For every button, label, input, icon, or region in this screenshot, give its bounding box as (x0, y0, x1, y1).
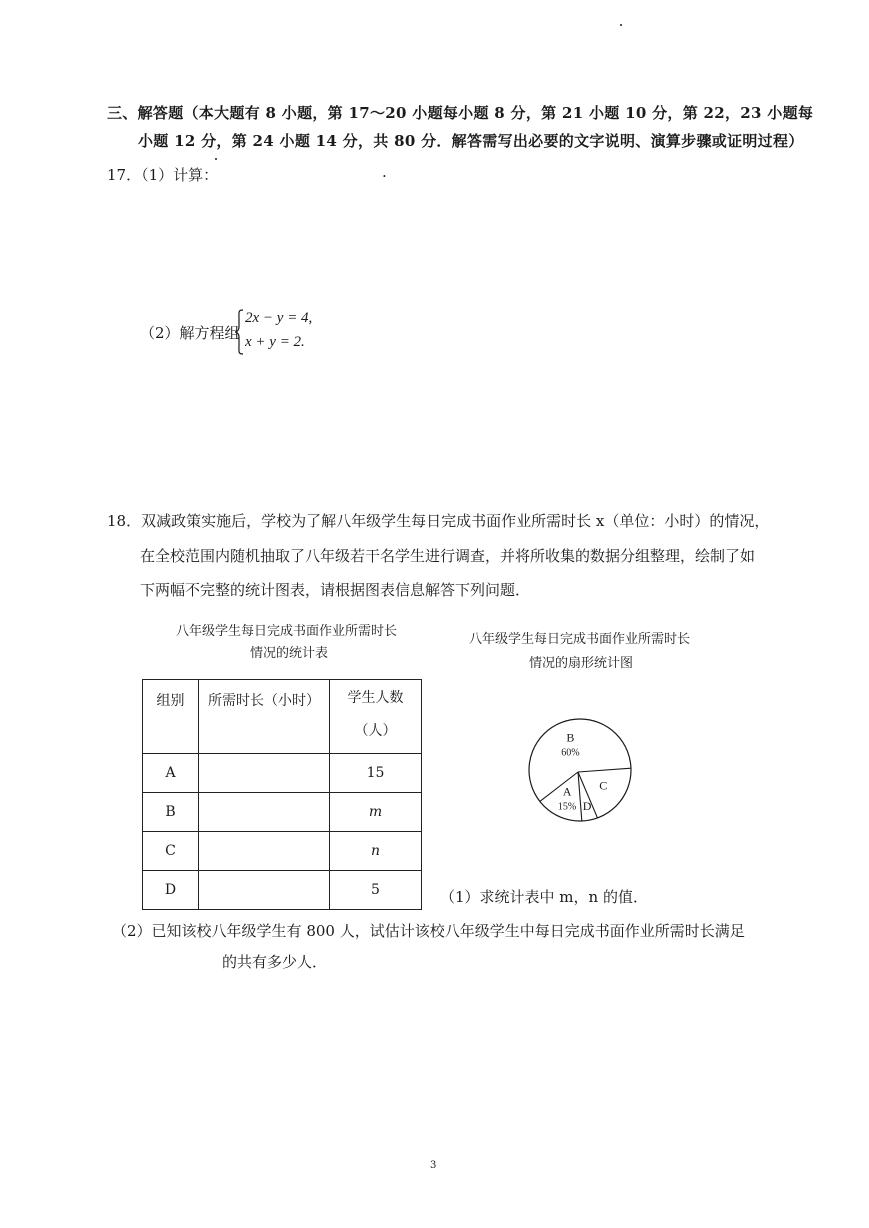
pie-title-1: 八年级学生每日完成书面作业所需时长 (469, 632, 691, 647)
pie-percent-b: 60% (561, 747, 580, 759)
table-row (143, 871, 422, 910)
q18-line-1: 18．双减政策实施后，学校为了解八年级学生每日完成书面作业所需时长 x（单位：小时）的情况， (107, 512, 770, 530)
q17-part1-label: （1）计算： (141, 166, 219, 184)
equation-brace-icon (234, 309, 244, 355)
q18-sub2-line-1: （2）已知该校八年级学生有 800 人，试估计该校八年级学生中每日完成书面作业所需时长满足 (112, 922, 745, 940)
q18-line-2: 在全校范围内随机抽取了八年级若干名学生进行调查，并将所收集的数据分组整理，绘制了如 (140, 547, 756, 565)
q17-number: 17． (107, 166, 142, 184)
equation-1: 2x − y = 4, (245, 310, 313, 326)
table-row (143, 793, 422, 832)
table-title-2: 情况的统计表 (250, 646, 329, 661)
q17-part2-label: （2）解方程组 (140, 324, 240, 342)
pie-label-b: B (566, 730, 575, 745)
header-count-unit: （人） (354, 723, 397, 739)
section-heading-line-2: 小题 12 分，第 24 小题 14 分，共 80 分．解答需写出必要的文字说明、演算步骤或证明过程） (138, 132, 804, 150)
header-count (330, 680, 422, 754)
pie-label-a: A (562, 784, 572, 799)
q18-line-3: 下两幅不完整的统计图表，请根据图表信息解答下列问题． (140, 581, 531, 599)
header-count-text: 学生人数 (347, 690, 404, 706)
table-title-1: 八年级学生每日完成书面作业所需时长 (176, 624, 398, 639)
q17-part1-end: . (382, 163, 387, 181)
page-number: 3 (430, 1160, 437, 1171)
pie-chart (520, 710, 640, 830)
header-group-text: 组别 (156, 693, 185, 709)
row-group: B (143, 793, 199, 832)
row-count: m (330, 793, 422, 832)
row-duration (199, 754, 330, 793)
row-duration (199, 832, 330, 871)
header-duration-text: 所需时长（小时） (208, 693, 320, 709)
table-row (143, 832, 422, 871)
row-group: A (143, 754, 199, 793)
q18-sub1: （1）求统计表中 m，n 的值． (440, 888, 648, 906)
pie-label-c: C (599, 778, 608, 793)
header-group (143, 680, 199, 754)
row-duration (199, 871, 330, 910)
section-heading-line-1: 三、解答题（本大题有 8 小题，第 17～20 小题每小题 8 分，第 21 小题 10 分，第 22，23 小题每 (107, 104, 814, 122)
page-corner-mark (620, 24, 622, 26)
row-count: n (330, 832, 422, 871)
pie-title-2: 情况的扇形统计图 (529, 656, 634, 671)
q18-sub2-line-2: 的共有多少人． (222, 953, 328, 971)
pie-outline (529, 719, 631, 821)
q17-part1 (107, 164, 218, 185)
statistics-table (142, 679, 422, 910)
equation-2: x + y = 2. (245, 334, 305, 350)
table-row (143, 754, 422, 793)
header-duration (199, 680, 330, 754)
row-group: C (143, 832, 199, 871)
row-duration (199, 793, 330, 832)
pie-percent-a: 15% (557, 801, 577, 813)
pie-label-d: D (582, 799, 592, 814)
table-header-row (143, 680, 422, 754)
row-group: D (143, 871, 199, 910)
row-count: 15 (330, 754, 422, 793)
scan-mark (215, 158, 217, 160)
row-count: 5 (330, 871, 422, 910)
